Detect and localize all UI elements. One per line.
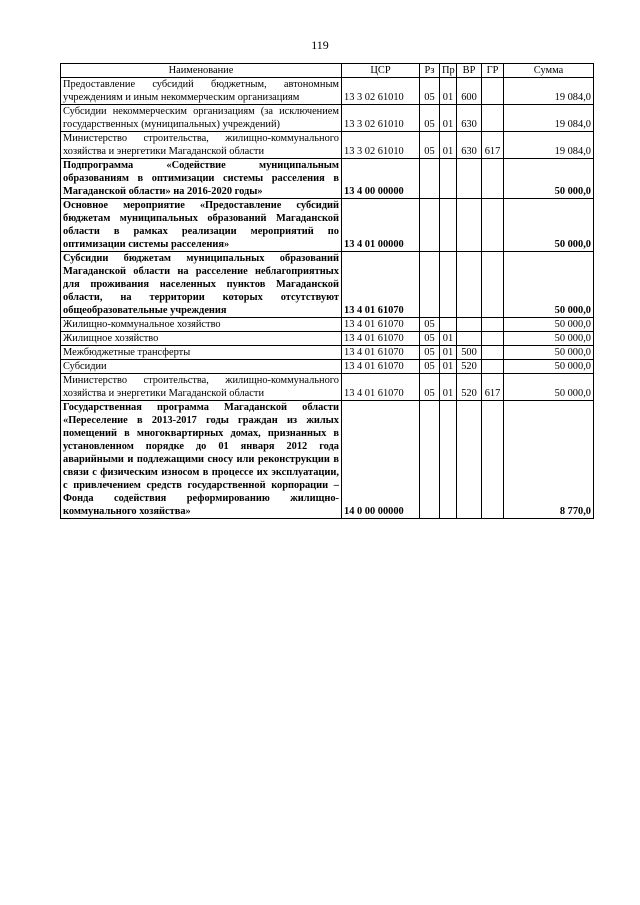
cell-sum: 50 000,0: [504, 360, 594, 374]
table-row: [61, 332, 594, 346]
cell-vr: [457, 199, 482, 252]
cell-name: Министерство строительства, жилищно-коммунального хозяйства и энергетики Магаданской области: [61, 374, 342, 401]
cell-rz: 05: [420, 318, 440, 332]
cell-sum: 50 000,0: [504, 199, 594, 252]
cell-rz: 05: [420, 346, 440, 360]
cell-gr: 617: [482, 374, 504, 401]
page-number: 119: [311, 38, 329, 52]
cell-rz: 05: [420, 374, 440, 401]
cell-sum: 50 000,0: [504, 318, 594, 332]
cell-name: Субсидии: [61, 360, 342, 374]
cell-rz: 05: [420, 132, 440, 159]
header-csr: ЦСР: [342, 64, 420, 78]
cell-gr: [482, 252, 504, 318]
cell-pr: 01: [440, 346, 457, 360]
cell-rz: 05: [420, 105, 440, 132]
header-vr: ВР: [457, 64, 482, 78]
cell-vr: [457, 252, 482, 318]
cell-sum: 19 084,0: [504, 132, 594, 159]
cell-pr: [440, 199, 457, 252]
cell-name: Министерство строительства, жилищно-коммунального хозяйства и энергетики Магаданской области: [61, 132, 342, 159]
cell-gr: [482, 401, 504, 519]
cell-gr: [482, 346, 504, 360]
cell-vr: [457, 318, 482, 332]
table-row: [61, 252, 594, 318]
cell-vr: 630: [457, 105, 482, 132]
cell-name: Субсидии некоммерческим организациям (за исключением государственных (муниципальных) учреждений): [61, 105, 342, 132]
cell-csr: 14 0 00 00000: [342, 401, 420, 519]
table-header-row: [61, 64, 594, 78]
header-sum: Сумма: [504, 64, 594, 78]
cell-csr: 13 4 01 61070: [342, 332, 420, 346]
cell-pr: [440, 252, 457, 318]
cell-rz: [420, 401, 440, 519]
cell-csr: 13 4 01 61070: [342, 374, 420, 401]
cell-pr: [440, 318, 457, 332]
cell-name: Предоставление субсидий бюджетным, автономным учреждениям и иным некоммерческим организациям: [61, 78, 342, 105]
table-row: [61, 374, 594, 401]
header-gr: ГР: [482, 64, 504, 78]
table-row: [61, 401, 594, 519]
cell-gr: [482, 332, 504, 346]
header-rz: Рз: [420, 64, 440, 78]
cell-rz: 05: [420, 332, 440, 346]
cell-pr: 01: [440, 360, 457, 374]
cell-csr: 13 3 02 61010: [342, 105, 420, 132]
cell-vr: [457, 332, 482, 346]
cell-vr: 630: [457, 132, 482, 159]
cell-sum: 50 000,0: [504, 346, 594, 360]
cell-rz: [420, 159, 440, 199]
cell-gr: [482, 159, 504, 199]
cell-csr: 13 4 01 61070: [342, 346, 420, 360]
cell-pr: 01: [440, 332, 457, 346]
cell-rz: 05: [420, 78, 440, 105]
cell-sum: 50 000,0: [504, 252, 594, 318]
cell-csr: 13 3 02 61010: [342, 78, 420, 105]
cell-csr: 13 4 00 00000: [342, 159, 420, 199]
cell-gr: [482, 105, 504, 132]
cell-sum: 19 084,0: [504, 78, 594, 105]
cell-vr: [457, 159, 482, 199]
table-row: [61, 78, 594, 105]
cell-vr: 500: [457, 346, 482, 360]
cell-pr: [440, 401, 457, 519]
cell-name: Подпрограмма «Содействие муниципальным образованиям в оптимизации системы расселения в Магаданской области» на 2016-2020 годы»: [61, 159, 342, 199]
cell-gr: 617: [482, 132, 504, 159]
table-row: [61, 360, 594, 374]
cell-csr: 13 4 01 61070: [342, 360, 420, 374]
cell-gr: [482, 318, 504, 332]
cell-sum: 8 770,0: [504, 401, 594, 519]
cell-rz: 05: [420, 360, 440, 374]
cell-vr: 600: [457, 78, 482, 105]
cell-rz: [420, 252, 440, 318]
cell-csr: 13 3 02 61010: [342, 132, 420, 159]
cell-rz: [420, 199, 440, 252]
budget-table: [60, 63, 594, 519]
cell-csr: 13 4 01 00000: [342, 199, 420, 252]
table-row: [61, 346, 594, 360]
table-row: [61, 132, 594, 159]
table-row: [61, 199, 594, 252]
cell-pr: 01: [440, 374, 457, 401]
cell-vr: 520: [457, 360, 482, 374]
cell-sum: 50 000,0: [504, 332, 594, 346]
cell-gr: [482, 360, 504, 374]
cell-name: Субсидии бюджетам муниципальных образований Магаданской области на расселение неблагоприятных для проживания населенных пунктов Магаданской области, на территории которых отсутствуют общеобразовательные учреждения: [61, 252, 342, 318]
cell-sum: 50 000,0: [504, 159, 594, 199]
table-body: [61, 78, 594, 519]
cell-vr: [457, 401, 482, 519]
cell-pr: 01: [440, 105, 457, 132]
cell-sum: 19 084,0: [504, 105, 594, 132]
table-row: [61, 318, 594, 332]
cell-vr: 520: [457, 374, 482, 401]
header-name: Наименование: [61, 64, 342, 78]
cell-csr: 13 4 01 61070: [342, 318, 420, 332]
cell-pr: 01: [440, 78, 457, 105]
table-row: [61, 105, 594, 132]
cell-name: Жилищное хозяйство: [61, 332, 342, 346]
cell-name: Межбюджетные трансферты: [61, 346, 342, 360]
cell-gr: [482, 199, 504, 252]
cell-name: Жилищно-коммунальное хозяйство: [61, 318, 342, 332]
cell-pr: 01: [440, 132, 457, 159]
cell-name: Государственная программа Магаданской области «Переселение в 2013-2017 годы граждан из жилых помещений в многоквартирных домах, признанных в установленном порядке до 01 января 2012 года аварийными и подлежащими сносу или реконструкции в связи с физическим износом в процессе их эксплуатации, с привлечением средств государственной корпорации – Фонда содействия реформированию жилищно-коммунального хозяйства»: [61, 401, 342, 519]
cell-name: Основное мероприятие «Предоставление субсидий бюджетам муниципальных образований Магаданской области в рамках реализации мероприятий по оптимизации системы расселения»: [61, 199, 342, 252]
header-pr: Пр: [440, 64, 457, 78]
cell-gr: [482, 78, 504, 105]
table-row: [61, 159, 594, 199]
cell-pr: [440, 159, 457, 199]
cell-sum: 50 000,0: [504, 374, 594, 401]
cell-csr: 13 4 01 61070: [342, 252, 420, 318]
